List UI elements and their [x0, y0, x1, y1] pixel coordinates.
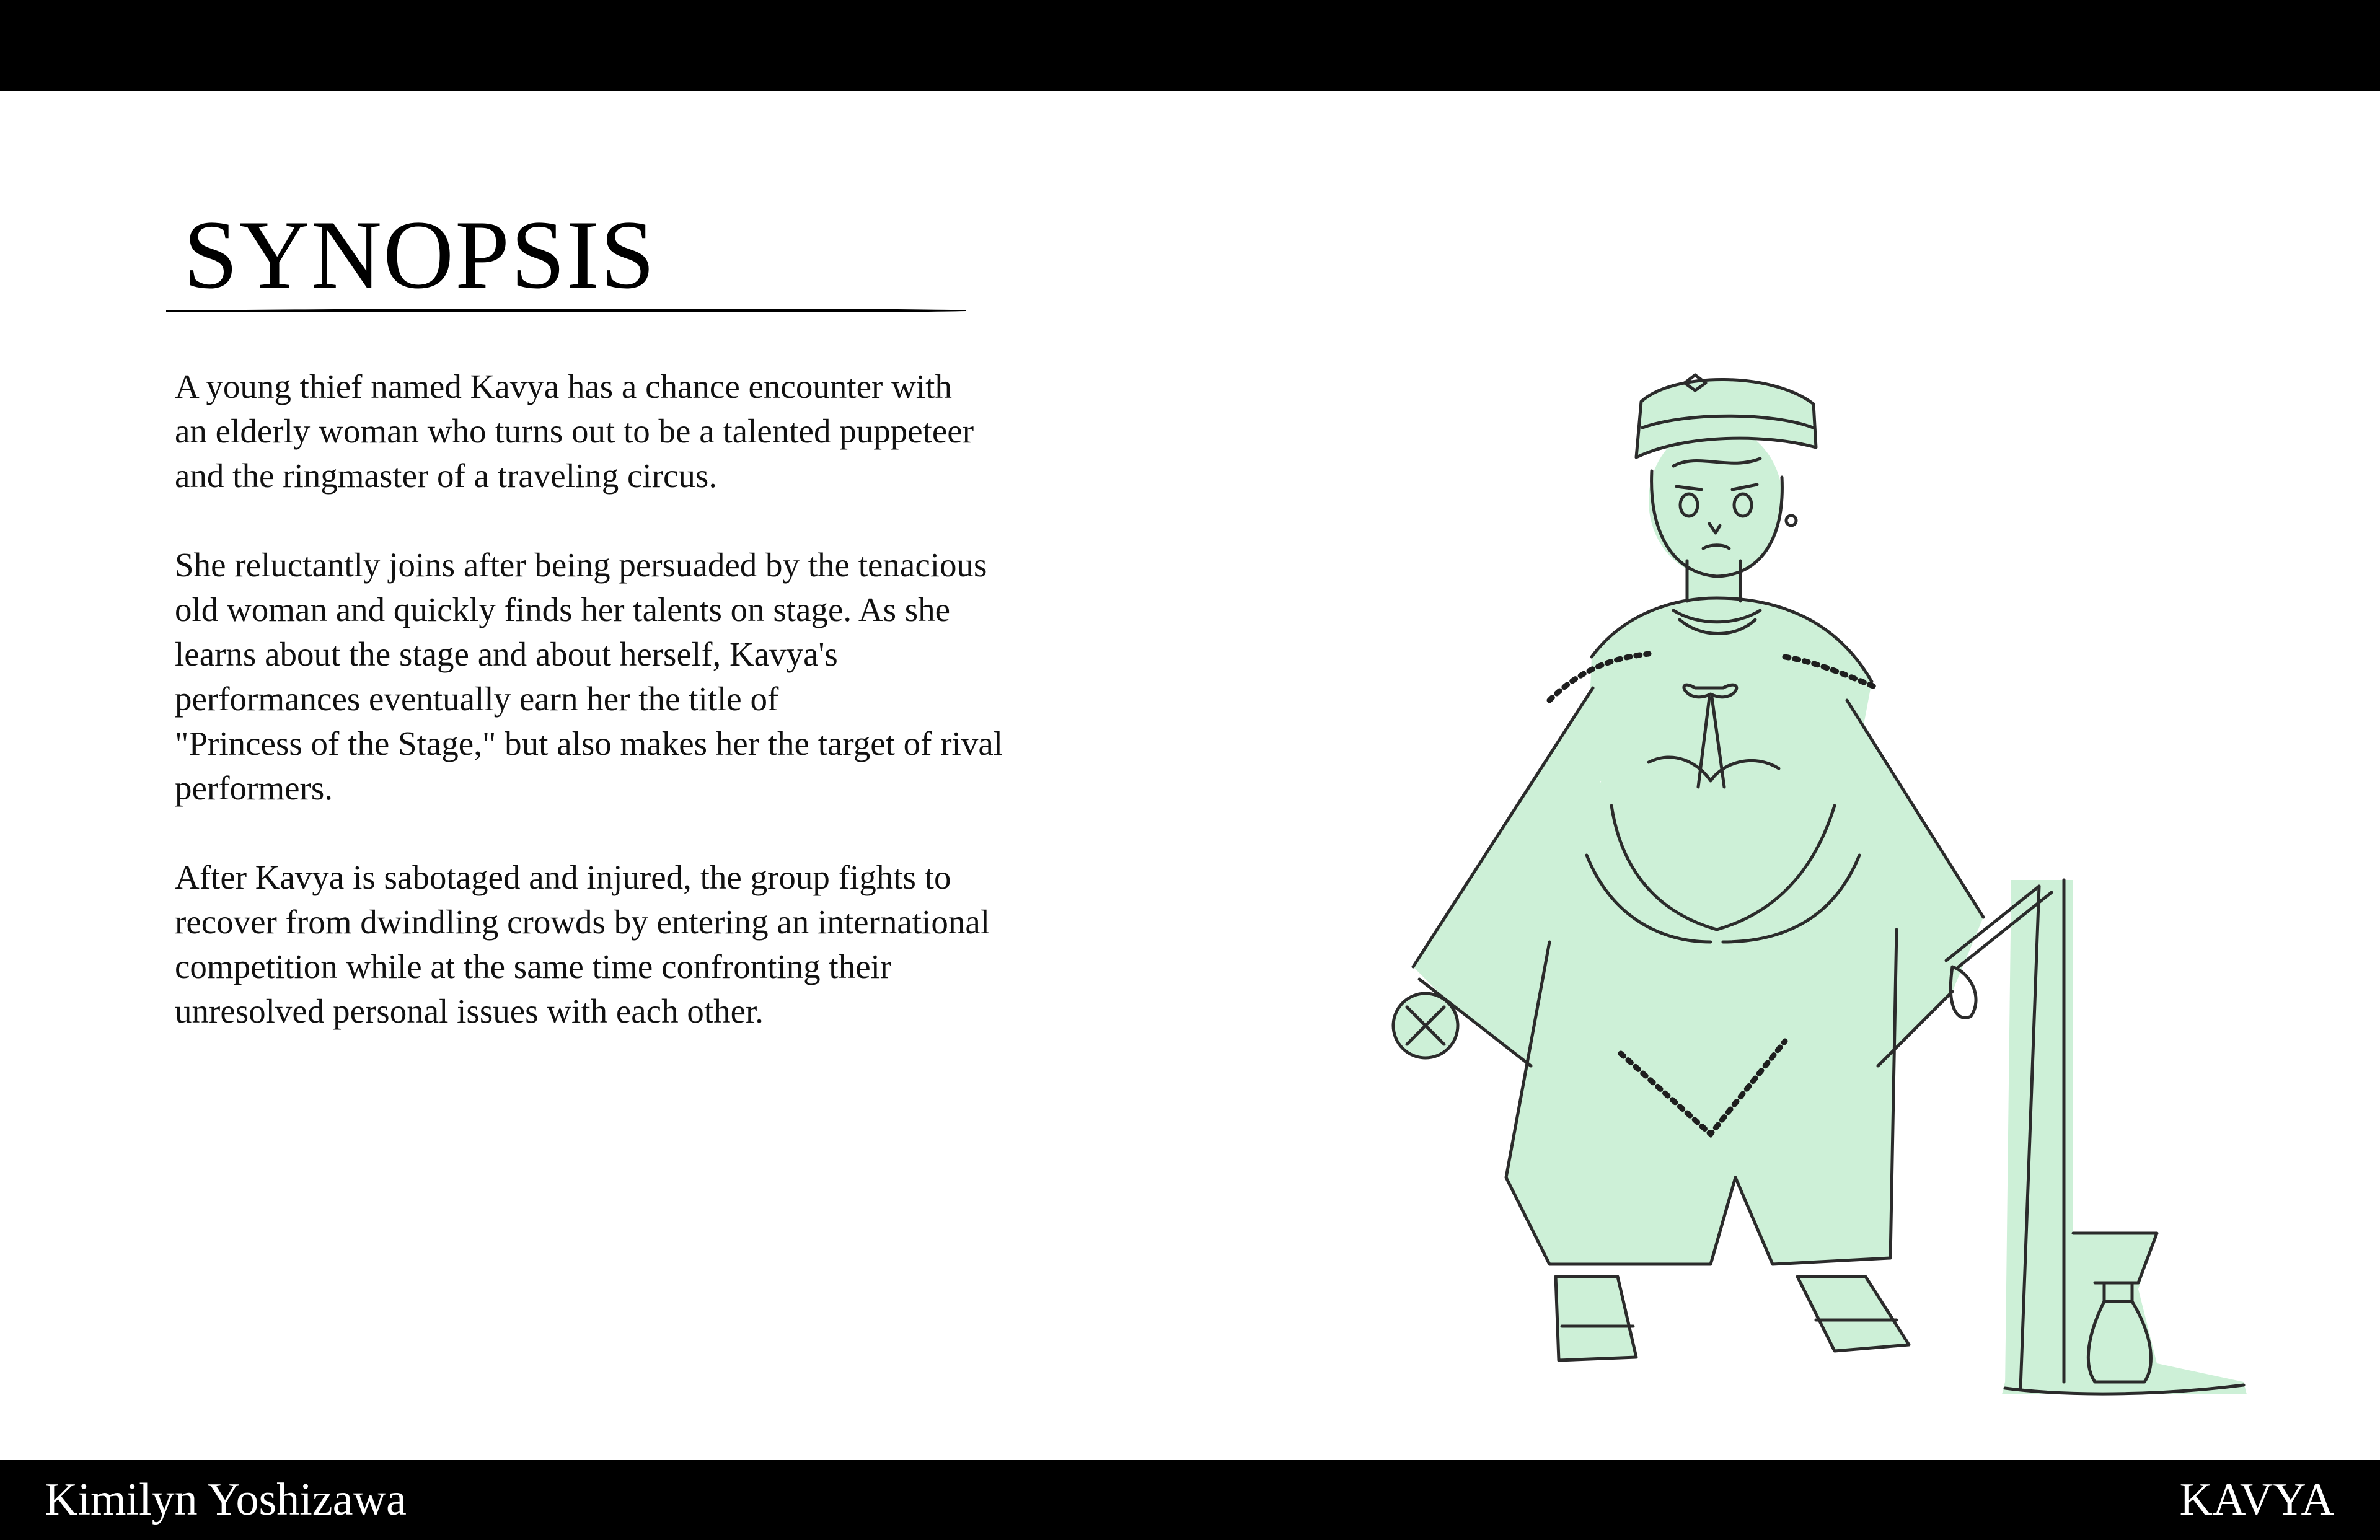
- top-bar: [0, 0, 2380, 91]
- author-name: Kimilyn Yoshizawa: [45, 1474, 407, 1525]
- synopsis-paragraph-2: She reluctantly joins after being persuaded by the tenacious old woman and quickly finds her talents on stage. As she learns about the stage and about herself, Kavya's performances eventually earn her the title of "Princess of the Stage," but also makes her the target of rival performers.: [175, 546, 1003, 807]
- page-title: SYNOPSIS: [183, 201, 656, 309]
- synopsis-paragraph-1: A young thief named Kavya has a chance encounter with an elderly woman who turns out to be a talented puppeteer and the ringmaster of a traveling circus.: [175, 367, 974, 495]
- kavya-character-illustration: [1376, 359, 2293, 1413]
- synopsis-text: [175, 364, 1142, 1078]
- synopsis-paragraph-3: After Kavya is sabotaged and injured, the group fights to recover from dwindling crowds by entering an international competition while at the same time confronting their unresolved personal issues with each other.: [175, 858, 990, 1030]
- project-title: KAVYA: [2179, 1474, 2334, 1525]
- title-underline: [166, 304, 972, 316]
